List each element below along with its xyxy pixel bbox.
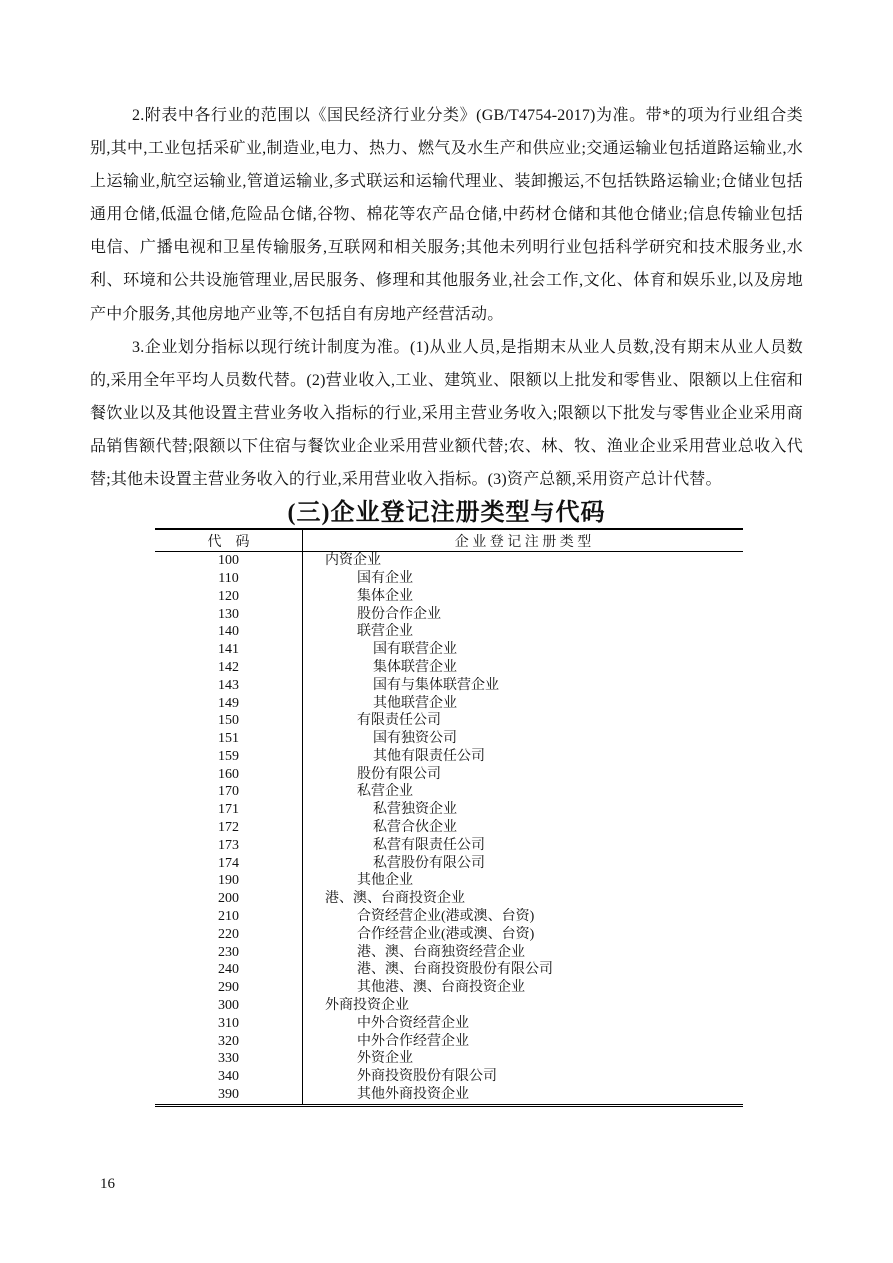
row-code: 340	[155, 1068, 303, 1086]
table-row	[155, 997, 743, 1015]
paragraph-industry-scope: 2.附表中各行业的范围以《国民经济行业分类》(GB/T4754-2017)为准。带*的项为行业组合类别,其中,工业包括采矿业,制造业,电力、热力、燃气及水生产和供应业;交通运输业包括道路运输业,水上运输业,航空运输业,管道运输业,多式联运和运输代理业、装卸搬运,不包括铁路运输业;仓储业包括通用仓储,低温仓储,危险品仓储,谷物、棉花等农产品仓储,中药材仓储和其他仓储业;信息传输业包括电信、广播电视和卫星传输服务,互联网和相关服务;其他未列明行业包括科学研究和技术服务业,水利、环境和公共设施管理业,居民服务、修理和其他服务业,社会工作,文化、体育和娱乐业,以及房地产中介服务,其他房地产业等,不包括自有房地产经营活动。	[90, 107, 803, 323]
row-type-name: 外商投资企业	[325, 998, 409, 1014]
registration-type-table-body	[155, 552, 743, 1106]
table-row	[155, 1033, 743, 1051]
row-code: 149	[155, 695, 303, 713]
row-type-name: 其他有限责任公司	[373, 748, 485, 764]
table-row	[155, 606, 743, 624]
paragraph-enterprise-criteria: 3.企业划分指标以现行统计制度为准。(1)从业人员,是指期末从业人员数,没有期末从业人员数的,采用全年平均人员数代替。(2)营业收入,工业、建筑业、限额以上批发和零售业、限额以上住宿和餐饮业以及其他设置主营业务收入指标的行业,采用主营业务收入;限额以下批发与零售业企业采用商品销售额代替;限额以下住宿与餐饮业企业采用营业额代替;农、林、牧、渔业企业采用营业总收入代替;其他未设置主营业务收入的行业,采用营业收入指标。(3)资产总额,采用资产总计代替。	[90, 338, 803, 489]
row-code: 173	[155, 837, 303, 855]
row-type-name: 国有与集体联营企业	[373, 677, 499, 693]
row-type-name: 港、澳、台商独资经营企业	[357, 944, 525, 960]
row-type-name: 私营合伙企业	[373, 820, 457, 836]
row-type-name: 国有联营企业	[373, 642, 457, 658]
table-row	[155, 588, 743, 606]
row-type-name: 集体联营企业	[373, 659, 457, 675]
row-type-name: 合作经营企业(港或澳、台资)	[357, 926, 535, 942]
row-code: 160	[155, 766, 303, 784]
row-type-name: 合资经营企业(港或澳、台资)	[357, 909, 535, 925]
table-row	[155, 659, 743, 677]
table-row	[155, 1050, 743, 1068]
page-number: 16	[100, 1176, 115, 1192]
row-code: 390	[155, 1086, 303, 1105]
row-type-name: 内资企业	[325, 553, 381, 569]
row-type-name: 国有企业	[357, 570, 413, 586]
table-row	[155, 712, 743, 730]
registration-type-table	[155, 528, 743, 1107]
row-type-name: 集体企业	[357, 588, 413, 604]
table-row	[155, 890, 743, 908]
row-type-name: 其他企业	[357, 873, 413, 889]
row-code: 320	[155, 1033, 303, 1051]
section-title: (三)企业登记注册类型与代码	[287, 500, 606, 527]
row-code: 170	[155, 783, 303, 801]
row-code: 230	[155, 944, 303, 962]
table-header-code: 代 码	[155, 529, 303, 552]
row-code: 330	[155, 1050, 303, 1068]
row-code: 143	[155, 677, 303, 695]
row-code: 240	[155, 961, 303, 979]
row-code: 210	[155, 908, 303, 926]
table-row	[155, 837, 743, 855]
table-row	[155, 908, 743, 926]
table-header-row	[155, 529, 743, 552]
row-type-name: 其他港、澳、台商投资企业	[357, 980, 525, 996]
row-type-name: 港、澳、台商投资股份有限公司	[357, 962, 553, 978]
row-code: 142	[155, 659, 303, 677]
table-row	[155, 926, 743, 944]
row-type-name: 其他联营企业	[373, 695, 457, 711]
row-type-name: 私营企业	[357, 784, 413, 800]
table-row	[155, 1068, 743, 1086]
table-row	[155, 979, 743, 997]
row-type-name: 联营企业	[357, 624, 413, 640]
row-code: 110	[155, 570, 303, 588]
row-code: 190	[155, 872, 303, 890]
row-code: 300	[155, 997, 303, 1015]
row-type-name: 国有独资公司	[373, 731, 457, 747]
table-row	[155, 695, 743, 713]
row-code: 140	[155, 623, 303, 641]
table-row	[155, 766, 743, 784]
row-code: 172	[155, 819, 303, 837]
row-type-name: 中外合资经营企业	[357, 1015, 469, 1031]
page-content	[90, 0, 803, 1107]
table-row	[155, 552, 743, 570]
table-row	[155, 819, 743, 837]
row-type-name: 私营独资企业	[373, 802, 457, 818]
row-type-name: 有限责任公司	[357, 713, 441, 729]
table-row	[155, 570, 743, 588]
row-code: 151	[155, 730, 303, 748]
table-row	[155, 1086, 743, 1105]
table-row	[155, 748, 743, 766]
table-row	[155, 961, 743, 979]
row-code: 100	[155, 552, 303, 570]
row-code: 150	[155, 712, 303, 730]
row-type-name: 其他外商投资企业	[357, 1087, 469, 1103]
row-type-name: 私营股份有限公司	[373, 855, 485, 871]
table-row	[155, 944, 743, 962]
row-code: 310	[155, 1015, 303, 1033]
row-type-name: 私营有限责任公司	[373, 837, 485, 853]
row-type-name: 股份合作企业	[357, 606, 441, 622]
table-row	[155, 783, 743, 801]
table-row	[155, 855, 743, 873]
row-type-name: 港、澳、台商投资企业	[325, 891, 465, 907]
row-code: 130	[155, 606, 303, 624]
row-type-name: 中外合作经营企业	[357, 1033, 469, 1049]
row-code: 171	[155, 801, 303, 819]
row-code: 120	[155, 588, 303, 606]
row-code: 290	[155, 979, 303, 997]
table-header-type: 企 业 登 记 注 册 类 型	[303, 529, 744, 552]
table-row	[155, 641, 743, 659]
table-row	[155, 623, 743, 641]
row-code: 220	[155, 926, 303, 944]
row-code: 200	[155, 890, 303, 908]
row-code: 141	[155, 641, 303, 659]
table-row	[155, 801, 743, 819]
row-code: 174	[155, 855, 303, 873]
row-type-name: 外商投资股份有限公司	[357, 1069, 497, 1085]
row-type-name: 外资企业	[357, 1051, 413, 1067]
table-row	[155, 872, 743, 890]
table-row	[155, 1015, 743, 1033]
table-row	[155, 730, 743, 748]
row-type-name: 股份有限公司	[357, 766, 441, 782]
row-code: 159	[155, 748, 303, 766]
table-row	[155, 677, 743, 695]
